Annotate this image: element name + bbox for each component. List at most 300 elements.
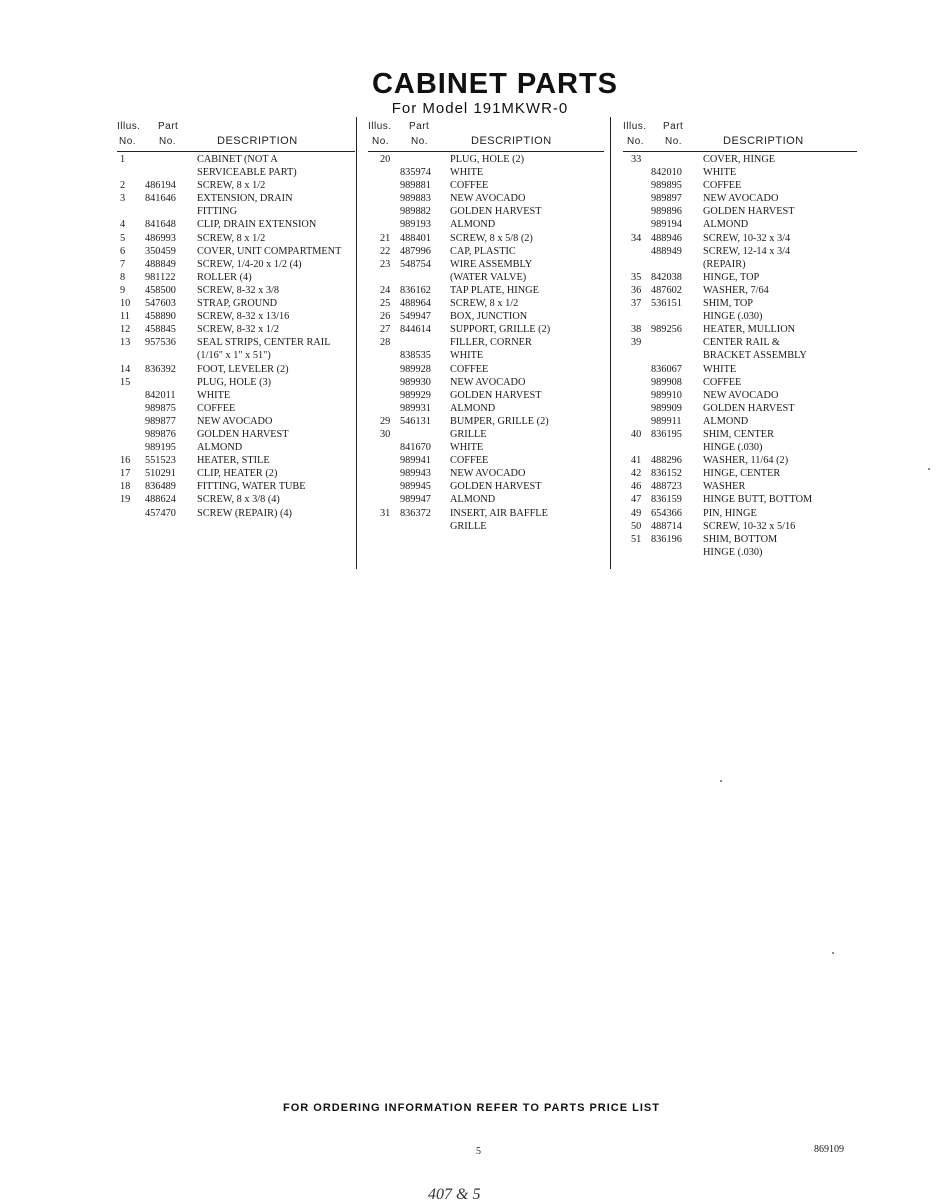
part-description: NEW AVOCADO (197, 415, 273, 427)
illus-number: 18 (120, 481, 131, 493)
part-number: 981122 (145, 271, 176, 283)
part-number: 458890 (145, 311, 176, 323)
parts-row (117, 376, 355, 389)
part-description: COFFEE (450, 363, 489, 375)
parts-row (623, 546, 857, 559)
parts-row (623, 415, 857, 428)
parts-row (623, 179, 857, 192)
part-description: SCREW, 8 x 3/8 (4) (197, 494, 280, 506)
part-number: 989943 (400, 468, 431, 480)
part-number: 989929 (400, 389, 431, 401)
parts-row (368, 192, 604, 205)
model-subtitle: For Model 191MKWR-0 (391, 100, 569, 117)
illus-number: 26 (380, 311, 391, 323)
part-number: 841646 (145, 193, 176, 205)
part-number: 989877 (145, 415, 176, 427)
illus-number: 7 (120, 258, 126, 270)
part-number: 488401 (400, 232, 431, 244)
description-header: DESCRIPTION (723, 135, 804, 147)
illus-number: 21 (380, 232, 391, 244)
illus-no-header: No. (372, 136, 390, 147)
illus-number: 27 (380, 324, 391, 336)
parts-row (368, 363, 604, 376)
part-number: 989896 (651, 206, 682, 218)
parts-row (368, 153, 604, 166)
parts-row (368, 520, 604, 533)
parts-row (117, 218, 355, 231)
part-number: 989882 (400, 206, 431, 218)
part-number: 844614 (400, 324, 431, 336)
parts-row (623, 428, 857, 441)
illus-number: 4 (120, 219, 126, 231)
parts-row (368, 376, 604, 389)
part-header: Part (409, 121, 430, 132)
part-description: CABINET (NOT A (197, 154, 278, 165)
parts-row (623, 507, 857, 520)
illus-number: 19 (120, 494, 131, 506)
part-number: 989194 (651, 219, 682, 231)
part-number: 836392 (145, 363, 176, 375)
part-number: 989881 (400, 180, 431, 192)
parts-row (623, 153, 857, 166)
column-divider (356, 117, 357, 569)
part-description: SUPPORT, GRILLE (2) (450, 324, 551, 336)
parts-row (623, 271, 857, 284)
part-description: COFFEE (703, 376, 742, 388)
parts-row (623, 205, 857, 218)
part-number: 989193 (400, 219, 431, 231)
illus-number: 5 (120, 232, 126, 244)
parts-row (117, 179, 355, 192)
part-description: HEATER, STILE (197, 455, 270, 467)
parts-rows (623, 153, 857, 559)
part-description: GOLDEN HARVEST (703, 402, 795, 414)
part-description: NEW AVOCADO (703, 389, 779, 401)
description-header: DESCRIPTION (471, 135, 552, 147)
parts-row (368, 415, 604, 428)
part-description: SHIM, BOTTOM (703, 533, 778, 545)
part-description: HINGE (.030) (703, 311, 763, 323)
parts-row (368, 336, 604, 349)
part-description: NEW AVOCADO (703, 193, 779, 205)
part-number: 989256 (651, 324, 682, 336)
part-description: STRAP, GROUND (197, 298, 278, 310)
part-description: GOLDEN HARVEST (197, 428, 289, 440)
parts-row (117, 480, 355, 493)
illus-number: 8 (120, 271, 126, 283)
part-number: 488949 (651, 245, 682, 257)
parts-row (117, 192, 355, 205)
illus-number: 15 (120, 376, 131, 388)
parts-row (623, 389, 857, 402)
parts-row (623, 284, 857, 297)
part-description: SCREW, 8-32 x 3/8 (197, 284, 280, 296)
part-description: PLUG, HOLE (3) (197, 376, 272, 388)
parts-rows (368, 153, 604, 533)
illus-header: Illus. (368, 121, 392, 132)
part-description: WASHER, 11/64 (2) (703, 455, 789, 467)
part-description: HINGE, TOP (703, 271, 760, 283)
part-description: (REPAIR) (703, 258, 746, 270)
parts-row (117, 415, 355, 428)
part-description: (1/16" x 1" x 51") (197, 350, 271, 362)
parts-row (368, 218, 604, 231)
part-description: SCREW, 8 x 1/2 (197, 180, 266, 192)
parts-row (368, 166, 604, 179)
part-description: ALMOND (703, 415, 749, 427)
part-description: WHITE (450, 350, 484, 362)
page-number: 5 (476, 1146, 481, 1157)
part-number: 989928 (400, 363, 431, 375)
header-rule (368, 151, 604, 152)
part-description: WHITE (197, 389, 231, 401)
parts-row (117, 493, 355, 506)
part-number: 989908 (651, 376, 682, 388)
part-number: 457470 (145, 507, 176, 519)
parts-column-3 (623, 117, 857, 559)
parts-row (368, 467, 604, 480)
parts-row (368, 310, 604, 323)
part-number: 989875 (145, 402, 176, 414)
part-number: 989909 (651, 402, 682, 414)
part-number: 488964 (400, 298, 431, 310)
parts-row (117, 205, 355, 218)
parts-column-2 (368, 117, 604, 533)
parts-row (623, 218, 857, 231)
illus-number: 16 (120, 455, 131, 467)
parts-row (117, 428, 355, 441)
illus-number: 23 (380, 258, 391, 270)
part-number: 551523 (145, 455, 176, 467)
part-description: CLIP, HEATER (2) (197, 468, 278, 480)
part-description: PLUG, HOLE (2) (450, 154, 525, 165)
parts-row (117, 153, 355, 166)
part-number: 549947 (400, 311, 431, 323)
part-description: SCREW, 8 x 1/2 (197, 232, 266, 244)
part-number: 989947 (400, 494, 431, 506)
part-number: 546131 (400, 415, 431, 427)
parts-row (368, 493, 604, 506)
illus-number: 17 (120, 468, 131, 480)
parts-row (623, 441, 857, 454)
part-number: 841648 (145, 219, 176, 231)
part-number: 510291 (145, 468, 176, 480)
parts-row (368, 271, 604, 284)
scan-speck (720, 780, 722, 782)
parts-row (368, 179, 604, 192)
part-number: 486993 (145, 232, 176, 244)
part-number: 838535 (400, 350, 431, 362)
part-number: 487602 (651, 284, 682, 296)
part-number: 989911 (651, 415, 682, 427)
part-description: GRILLE (450, 520, 487, 532)
parts-row (623, 480, 857, 493)
parts-row (368, 454, 604, 467)
header-rule (623, 151, 857, 152)
part-description: ROLLER (4) (197, 271, 252, 283)
part-number: 458845 (145, 324, 176, 336)
part-number: 989195 (145, 442, 176, 454)
part-number: 989945 (400, 481, 431, 493)
parts-row (623, 493, 857, 506)
illus-number: 47 (631, 494, 642, 506)
part-number: 957536 (145, 337, 176, 349)
part-description: SHIM, TOP (703, 298, 753, 310)
parts-row (117, 323, 355, 336)
parts-row (623, 232, 857, 245)
part-number: 836067 (651, 363, 682, 375)
part-number: 842010 (651, 167, 682, 179)
illus-number: 40 (631, 428, 642, 440)
parts-row (368, 258, 604, 271)
ordering-footer: FOR ORDERING INFORMATION REFER TO PARTS PRICE LIST (283, 1102, 660, 1114)
part-description: BRACKET ASSEMBLY (703, 350, 807, 362)
part-description: WHITE (450, 442, 484, 454)
illus-number: 13 (120, 337, 131, 349)
part-description: CAP, PLASTIC (450, 245, 516, 257)
part-number: 836196 (651, 533, 682, 545)
parts-row (117, 402, 355, 415)
parts-row (623, 192, 857, 205)
part-number: 547603 (145, 298, 176, 310)
illus-number: 1 (120, 154, 126, 165)
illus-number: 30 (380, 428, 391, 440)
part-description: NEW AVOCADO (450, 193, 526, 205)
part-description: NEW AVOCADO (450, 376, 526, 388)
parts-row (623, 297, 857, 310)
part-description: FILLER, CORNER (450, 337, 532, 349)
parts-row (117, 467, 355, 480)
part-description: COFFEE (197, 402, 236, 414)
parts-row (368, 284, 604, 297)
part-number: 842011 (145, 389, 176, 401)
handwritten-mark: 407 & 5 (428, 1186, 481, 1203)
part-description: SCREW, 8 x 1/2 (450, 298, 519, 310)
illus-number: 35 (631, 271, 642, 283)
parts-row (623, 349, 857, 362)
part-number: 989931 (400, 402, 431, 414)
part-description: COFFEE (703, 180, 742, 192)
part-description: SCREW (REPAIR) (4) (197, 507, 292, 519)
part-number: 487996 (400, 245, 431, 257)
illus-number: 14 (120, 363, 131, 375)
part-number: 989876 (145, 428, 176, 440)
part-description: GRILLE (450, 428, 487, 440)
parts-row (623, 533, 857, 546)
illus-number: 34 (631, 232, 642, 244)
parts-rows (117, 153, 355, 520)
column-divider (610, 117, 611, 569)
illus-number: 46 (631, 481, 642, 493)
part-description: PIN, HINGE (703, 507, 757, 519)
part-description: WASHER, 7/64 (703, 284, 769, 296)
parts-row (117, 166, 355, 179)
part-number: 989910 (651, 389, 682, 401)
illus-number: 39 (631, 337, 642, 349)
part-description: SHIM, CENTER (703, 428, 774, 440)
illus-number: 42 (631, 468, 642, 480)
column-header (623, 117, 857, 153)
part-number: 654366 (651, 507, 682, 519)
parts-row (368, 245, 604, 258)
parts-row (623, 166, 857, 179)
part-no-header: No. (411, 136, 429, 147)
part-description: FOOT, LEVELER (2) (197, 363, 289, 375)
part-description: ALMOND (197, 442, 243, 454)
part-number: 842038 (651, 271, 682, 283)
part-description: CENTER RAIL & (703, 337, 780, 349)
scan-speck (832, 952, 834, 954)
part-description: ALMOND (450, 494, 496, 506)
part-description: SERVICEABLE PART) (197, 167, 297, 179)
part-description: GOLDEN HARVEST (450, 481, 542, 493)
part-number: 836159 (651, 494, 682, 506)
part-description: COVER, UNIT COMPARTMENT (197, 245, 342, 257)
document-number: 869109 (814, 1144, 844, 1155)
part-description: COVER, HINGE (703, 154, 776, 165)
part-description: ALMOND (450, 402, 496, 414)
part-description: INSERT, AIR BAFFLE (450, 507, 548, 519)
description-header: DESCRIPTION (217, 135, 298, 147)
illus-number: 22 (380, 245, 391, 257)
parts-row (368, 480, 604, 493)
part-description: SCREW, 8-32 x 1/2 (197, 324, 280, 336)
illus-number: 38 (631, 324, 642, 336)
illus-header: Illus. (117, 121, 141, 132)
parts-row (623, 310, 857, 323)
part-description: HINGE (.030) (703, 546, 763, 558)
illus-number: 31 (380, 507, 391, 519)
part-number: 488946 (651, 232, 682, 244)
part-description: SCREW, 8-32 x 13/16 (197, 311, 290, 323)
part-number: 989895 (651, 180, 682, 192)
parts-row (623, 402, 857, 415)
parts-row (368, 349, 604, 362)
illus-no-header: No. (627, 136, 645, 147)
part-number: 841670 (400, 442, 431, 454)
part-header: Part (663, 121, 684, 132)
part-description: WIRE ASSEMBLY (450, 258, 533, 270)
parts-row (368, 507, 604, 520)
part-description: WHITE (703, 363, 737, 375)
illus-no-header: No. (119, 136, 137, 147)
illus-number: 51 (631, 533, 642, 545)
illus-number: 2 (120, 180, 126, 192)
illus-number: 11 (120, 311, 130, 323)
part-description: NEW AVOCADO (450, 468, 526, 480)
illus-number: 12 (120, 324, 131, 336)
part-number: 989883 (400, 193, 431, 205)
part-description: COFFEE (450, 455, 489, 467)
part-description: ALMOND (703, 219, 749, 231)
illus-number: 50 (631, 520, 642, 532)
part-description: HINGE BUTT, BOTTOM (703, 494, 813, 506)
illus-number: 6 (120, 245, 126, 257)
parts-row (117, 336, 355, 349)
page-title: CABINET PARTS (371, 68, 619, 100)
part-number: 989941 (400, 455, 431, 467)
parts-row (368, 402, 604, 415)
part-number: 488714 (651, 520, 682, 532)
parts-row (117, 349, 355, 362)
part-number: 536151 (651, 298, 682, 310)
parts-row (368, 441, 604, 454)
parts-row (368, 389, 604, 402)
part-description: BUMPER, GRILLE (2) (450, 415, 549, 427)
part-number: 486194 (145, 180, 176, 192)
part-number: 836489 (145, 481, 176, 493)
part-description: SCREW, 12-14 x 3/4 (703, 245, 791, 257)
illus-number: 28 (380, 337, 391, 349)
parts-row (623, 245, 857, 258)
parts-row (117, 297, 355, 310)
part-header: Part (158, 121, 179, 132)
part-number: 488296 (651, 455, 682, 467)
part-number: 836152 (651, 468, 682, 480)
parts-row (117, 363, 355, 376)
part-number: 350459 (145, 245, 176, 257)
illus-number: 37 (631, 298, 642, 310)
scan-speck (928, 468, 930, 470)
part-number: 836162 (400, 284, 431, 296)
illus-number: 29 (380, 415, 391, 427)
part-description: EXTENSION, DRAIN (197, 193, 293, 205)
part-description: (WATER VALVE) (450, 271, 527, 283)
part-description: WASHER (703, 481, 746, 493)
parts-row (623, 323, 857, 336)
illus-number: 41 (631, 455, 642, 467)
illus-number: 24 (380, 284, 391, 296)
part-description: HINGE, CENTER (703, 468, 781, 480)
part-description: SCREW, 10-32 x 3/4 (703, 232, 791, 244)
header-rule (117, 151, 355, 152)
part-number: 989930 (400, 376, 431, 388)
illus-number: 49 (631, 507, 642, 519)
illus-number: 10 (120, 298, 131, 310)
parts-row (368, 232, 604, 245)
parts-row (368, 323, 604, 336)
parts-row (623, 467, 857, 480)
part-number: 488624 (145, 494, 176, 506)
part-description: COFFEE (450, 180, 489, 192)
part-description: FITTING (197, 206, 238, 218)
part-number: 488849 (145, 258, 176, 270)
parts-row (623, 454, 857, 467)
part-description: CLIP, DRAIN EXTENSION (197, 219, 317, 231)
parts-row (117, 245, 355, 258)
part-number: 836372 (400, 507, 431, 519)
illus-number: 33 (631, 154, 642, 165)
parts-column-1 (117, 117, 355, 520)
parts-row (368, 297, 604, 310)
parts-row (623, 258, 857, 271)
illus-number: 3 (120, 193, 126, 205)
part-description: WHITE (450, 167, 484, 179)
parts-row (117, 389, 355, 402)
illus-number: 25 (380, 298, 391, 310)
part-description: FITTING, WATER TUBE (197, 481, 306, 493)
parts-row (623, 363, 857, 376)
part-description: SEAL STRIPS, CENTER RAIL (197, 337, 331, 349)
parts-row (117, 271, 355, 284)
column-header (117, 117, 355, 153)
parts-row (623, 376, 857, 389)
column-header (368, 117, 604, 153)
part-description: SCREW, 1/4-20 x 1/2 (4) (197, 258, 302, 270)
part-description: HEATER, MULLION (703, 324, 796, 336)
parts-row (368, 428, 604, 441)
part-description: BOX, JUNCTION (450, 311, 528, 323)
